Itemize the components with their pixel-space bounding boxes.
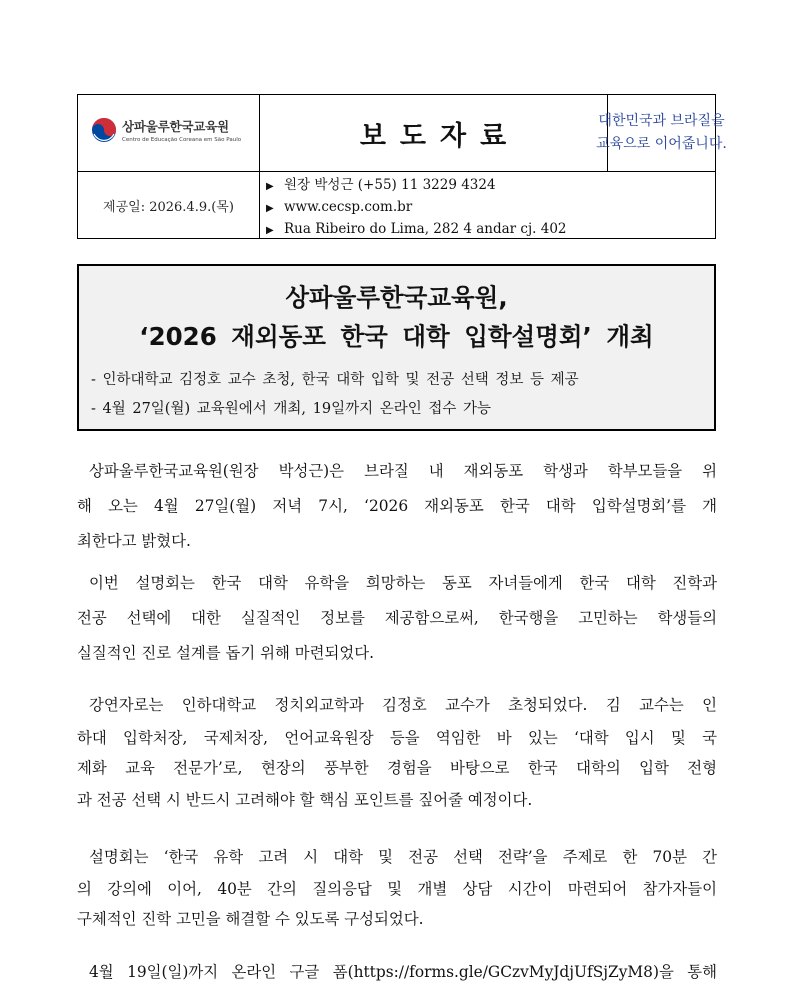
slogan-line-2: 교육으로 이어줍니다. [596,136,727,152]
logo-cell [78,95,260,171]
paragraph-line: 제화 교육 전문가’로, 현장의 풍부한 경험을 바탕으로 한국 대학의 입학 전형 [77,759,717,777]
org-name-ko: 상파울루한국교육원 [122,119,229,134]
paragraph-line: 이번 설명회는 한국 대학 유학을 희망하는 동포 자녀들에게 한국 대학 진학과 [89,574,717,592]
header-table [77,94,727,239]
paragraph-line: 강연자로는 인하대학교 정치외교학과 김정호 교수가 초청되었다. 김 교수는 인 [89,696,717,714]
paragraph-line: 4월 19일(일)까지 온라인 구글 폼(https://forms.gle/GCzvMyJdjUfSjZyM8)을 통해 [89,963,717,981]
paragraph-line: 최한다고 밝혔다. [77,532,191,550]
website-link[interactable]: www.cecsp.com.br [284,199,413,215]
date-cell [78,172,260,238]
contact-cell [266,175,706,241]
release-date: 제공일: 2026.4.9.(목) [103,199,234,215]
title-cell [259,95,608,171]
slogan-cell [596,95,727,171]
bullet-icon: ▶ [266,181,274,192]
org-name-pt: Centro de Educação Coreana em São Paulo [122,137,242,143]
contact-address-text: Rua Ribeiro do Lima, 282 4 andar cj. 402 [284,221,567,237]
bullet-icon: ▶ [266,203,274,214]
paragraph-line: 설명회는 ‘한국 유학 고려 시 대학 및 전공 선택 전략’을 주제로 한 70분 간 [89,848,717,866]
paragraph-line: 실질적인 진로 설계를 돕기 위해 마련되었다. [77,644,374,662]
paragraph-line: 상파울루한국교육원(원장 박성근)은 브라질 내 재외동포 학생과 학부모들을 위 [89,462,717,480]
paragraph-line: 의 강의에 이어, 40분 간의 질의응답 및 개별 상담 시간이 마련되어 참가자들이 [77,880,717,898]
org-logo [91,117,241,143]
taegeuk-icon [91,117,117,143]
contact-director [266,175,706,197]
paragraph-line: 과 전공 선택 시 반드시 고려해야 할 핵심 포인트를 짚어줄 예정이다. [77,791,533,809]
headline-title-2: ‘2026 재외동포 한국 대학 입학설명회’ 개최 [139,322,654,351]
headline-subtitle-2: - 4월 27일(월) 교육원에서 개최, 19일까지 온라인 접수 가능 [91,401,491,417]
paragraph-line: 전공 선택에 대한 실질적인 정보를 제공함으로써, 한국행을 고민하는 학생들의 [77,609,717,627]
paragraph-line: 구체적인 진학 고민을 해결할 수 있도록 구성되었다. [77,910,424,928]
contact-website [266,197,706,219]
paragraph-line: 해 오는 4월 27일(월) 저녁 7시, ‘2026 재외동포 한국 대학 입학설명회’를 개 [77,497,717,515]
headline-title-1: 상파울루한국교육원, [285,283,508,312]
bullet-icon: ▶ [266,225,274,236]
header-row-bottom [78,172,715,238]
contact-address [266,219,706,241]
header-row-top [78,95,727,172]
paragraph-line: 하대 입학처장, 국제처장, 언어교육원장 등을 역임한 바 있는 ‘대학 입시 및 국 [77,729,717,747]
slogan-line-1: 대한민국과 브라질을 [598,113,725,129]
page-title: 보도자료 [359,120,521,152]
headline-subtitle-1: - 인하대학교 김정호 교수 초청, 한국 대학 입학 및 전공 선택 정보 등 제공 [91,372,579,388]
headline-box [77,264,716,431]
contact-director-text: 원장 박성근 (+55) 11 3229 4324 [284,177,496,193]
